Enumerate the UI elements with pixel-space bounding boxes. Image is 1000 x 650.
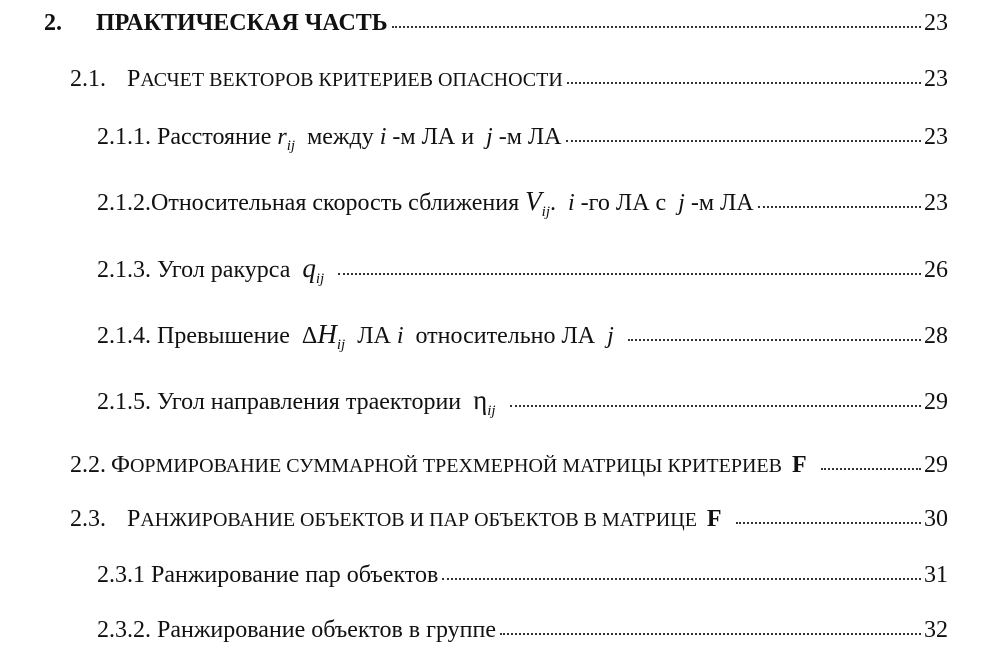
title-text: Превышение	[157, 323, 290, 349]
toc-entry-number: 2.1.3.	[97, 257, 151, 283]
math-subscript: ij	[336, 337, 346, 353]
toc-entry-title	[145, 560, 438, 590]
toc-page-number: 29	[924, 389, 948, 415]
title-text: Расстояние	[157, 124, 272, 150]
toc-page-number: 23	[924, 10, 948, 36]
toc-entry-title	[151, 122, 562, 161]
toc-entry-2-2[interactable]	[70, 450, 948, 481]
toc-entry-title	[151, 319, 614, 360]
title-text: ЛА	[357, 323, 391, 349]
title-text: -м ЛА	[498, 124, 562, 150]
toc-entry-title	[106, 450, 807, 481]
title-text: -м ЛА и	[392, 124, 475, 150]
toc-page-number: 31	[924, 562, 948, 588]
toc-entry-number: 2.3.2.	[97, 617, 151, 643]
math-variable: H	[317, 319, 337, 349]
math-variable: V	[525, 186, 542, 216]
toc-entry-title	[151, 615, 496, 645]
toc-entry-title	[151, 385, 496, 426]
toc-entry-number: 2.1.	[70, 66, 106, 92]
math-variable: j	[607, 323, 614, 349]
toc-page-number: 30	[924, 506, 948, 532]
title-text: Угол направления траектории	[157, 389, 462, 415]
toc-entry-2-1[interactable]	[70, 64, 948, 95]
toc-page-number: 26	[924, 257, 948, 283]
toc-entry-number: 2.3.1	[97, 562, 145, 588]
dot-leader	[821, 468, 921, 470]
toc-entry-number: 2.1.5.	[97, 389, 151, 415]
toc-entry-title	[151, 253, 324, 294]
math-delta: Δ	[301, 323, 318, 349]
toc-entry-number: 2.	[44, 10, 62, 36]
punctuation: .	[550, 190, 556, 216]
title-text: между	[307, 124, 374, 150]
toc-entry-2-1-1[interactable]	[97, 122, 948, 161]
title-text: -м ЛА	[690, 190, 754, 216]
toc-entry-2-1-5[interactable]	[97, 385, 948, 426]
math-variable: r	[277, 124, 287, 150]
toc-entry-2-1-4[interactable]	[97, 319, 948, 360]
math-variable: j	[678, 190, 685, 216]
dot-leader	[338, 273, 921, 275]
toc-page-number: 23	[924, 190, 948, 216]
title-rest: АСЧЕТ ВЕКТОРОВ КРИТЕРИЕВ ОПАСНОСТИ	[140, 69, 563, 91]
math-subscript: ij	[541, 204, 550, 220]
dot-leader	[510, 405, 921, 407]
toc-entry-2-3[interactable]	[70, 504, 948, 535]
toc-entry-title: ПРАКТИЧЕСКАЯ ЧАСТЬ	[96, 10, 388, 36]
dot-leader	[442, 578, 921, 580]
toc-entry-number: 2.2.	[70, 452, 106, 478]
toc-page-number: 23	[924, 66, 948, 92]
toc-entry-2-1-3[interactable]	[97, 253, 948, 294]
title-text: Относительная скорость сближения	[151, 190, 520, 216]
title-text: Ранжирование пар объектов	[151, 562, 439, 588]
math-variable: i	[568, 190, 575, 216]
math-subscript: ij	[487, 403, 496, 419]
title-rest: АНЖИРОВАНИЕ ОБЪЕКТОВ И ПАР ОБЪЕКТОВ В МАТРИЦЕ	[140, 509, 697, 531]
toc-entry-number: 2.1.4.	[97, 323, 151, 349]
toc-entry-2-1-2[interactable]	[97, 186, 948, 227]
matrix-symbol: F	[706, 506, 722, 532]
math-variable: i	[379, 124, 387, 150]
title-initial: Р	[127, 506, 141, 532]
dot-leader	[567, 82, 921, 84]
title-text: Угол ракурса	[157, 257, 291, 283]
toc-page-number: 28	[924, 323, 948, 349]
toc-entry-number: 2.1.2.	[97, 190, 151, 216]
toc-entry-2-3-1[interactable]	[97, 560, 948, 590]
dot-leader	[628, 339, 921, 341]
title-text: Ранжирование объектов в группе	[157, 617, 496, 643]
math-variable: η	[473, 385, 488, 415]
math-variable: q	[302, 253, 316, 283]
title-text: относительно ЛА	[415, 323, 596, 349]
toc-entry-title	[127, 64, 563, 95]
dot-leader	[500, 633, 921, 635]
title-text: -го ЛА с	[580, 190, 667, 216]
math-variable: j	[486, 124, 493, 150]
toc-entry-2[interactable]	[44, 8, 948, 38]
dot-leader	[736, 522, 921, 524]
title-rest: ОРМИРОВАНИЕ СУММАРНОЙ ТРЕХМЕРНОЙ МАТРИЦЫ КРИТЕРИЕВ	[129, 455, 782, 477]
math-subscript: ij	[315, 271, 325, 287]
toc-entry-title	[127, 504, 722, 535]
toc-page-number: 29	[924, 452, 948, 478]
math-variable: i	[396, 323, 404, 349]
toc-entry-title	[151, 186, 754, 227]
toc-page-number: 23	[924, 124, 948, 150]
dot-leader	[566, 140, 921, 142]
toc-page-number: 32	[924, 617, 948, 643]
title-initial: Р	[127, 66, 141, 92]
matrix-symbol: F	[791, 452, 807, 478]
title-initial: Ф	[111, 452, 130, 478]
toc-entry-number: 2.3.	[70, 506, 106, 532]
dot-leader	[392, 26, 921, 28]
dot-leader	[758, 206, 921, 208]
toc-entry-number: 2.1.1.	[97, 124, 151, 150]
toc-entry-2-3-2[interactable]	[97, 615, 948, 645]
math-subscript: ij	[286, 138, 296, 154]
